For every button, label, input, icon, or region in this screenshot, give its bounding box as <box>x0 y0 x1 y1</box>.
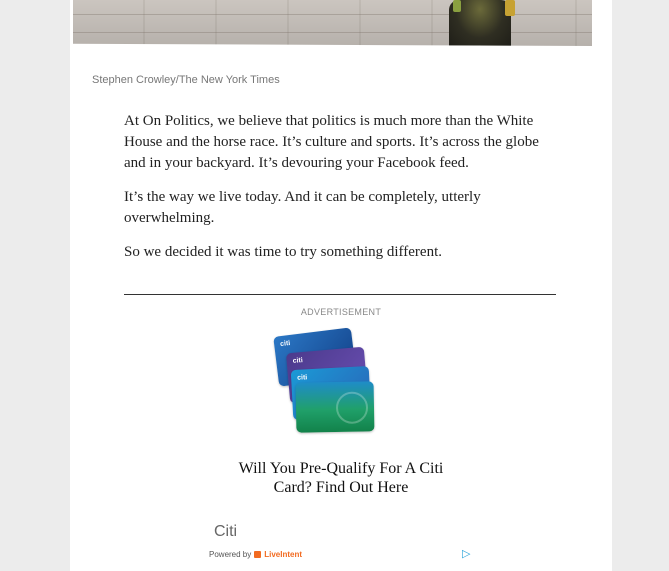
photo-detail <box>73 32 592 33</box>
article-photo[interactable] <box>73 0 592 46</box>
photo-detail <box>453 0 461 12</box>
credit-card-image <box>296 381 375 432</box>
card-decoration <box>336 391 369 424</box>
card-brand-logo: citi <box>296 374 308 382</box>
article-paragraph: So we decided it was time to try something different. <box>124 244 442 260</box>
photo-detail <box>505 0 515 16</box>
card-brand-logo: citi <box>279 339 291 349</box>
ad-headline-line: Card? Find Out Here <box>273 479 409 496</box>
card-brand-logo: citi <box>292 357 304 365</box>
liveintent-name: LiveIntent <box>264 550 303 559</box>
photo-credit: Stephen Crowley/The New York Times <box>92 74 280 86</box>
advertisement-label: ADVERTISEMENT <box>300 307 382 317</box>
ad-headline-line: Will You Pre-Qualify For A Citi <box>238 460 444 477</box>
liveintent-logo-icon <box>254 551 261 558</box>
adchoices-icon[interactable]: ▷ <box>462 547 471 560</box>
ad-headline-link[interactable] <box>70 459 612 497</box>
advertiser-name[interactable]: Citi <box>214 523 238 540</box>
article-paragraph: It’s the way we live today. And it can be completely, utterly overwhelming. <box>124 189 481 226</box>
article-paragraph: At On Politics, we believe that politics is much more than the White House and the horse race. It’s culture and sports. It’s across the globe and in your backyard. It’s devouring your Facebook feed. <box>124 113 539 171</box>
ad-image-citi-cards[interactable] <box>274 330 384 440</box>
powered-by-label: Powered by <box>209 550 252 559</box>
divider <box>124 294 556 295</box>
article-body <box>124 111 558 276</box>
email-page <box>70 0 612 571</box>
powered-by-liveintent[interactable] <box>209 550 302 559</box>
